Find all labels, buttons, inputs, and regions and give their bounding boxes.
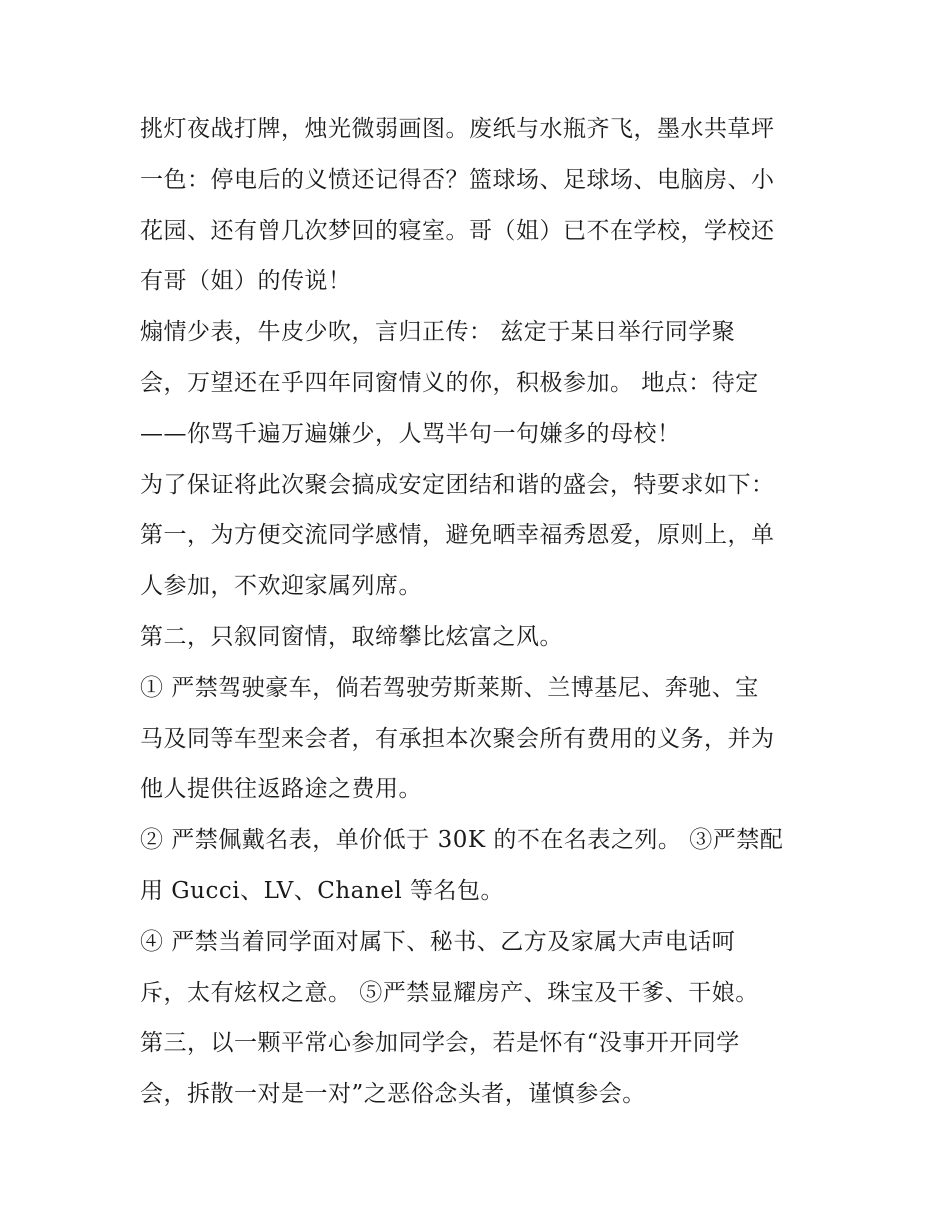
text-line: 马及同等车型来会者，有承担本次聚会所有费用的义务，并为 [140,725,775,752]
text-line: 煽情少表，牛皮少吹，言归正传： 兹定于某日举行同学聚 [140,319,736,346]
text-line: ④ 严禁当着同学面对属下、秘书、乙方及家属大声电话呵 [140,928,736,955]
text-line: ② 严禁佩戴名表，单价低于 30K 的不在名表之列。 ③严禁配 [140,827,784,854]
text-line: ① 严禁驾驶豪车，倘若驾驶劳斯莱斯、兰博基尼、奔驰、宝 [140,674,759,701]
text-line: 花园、还有曾几次梦回的寝室。哥（姐）已不在学校，学校还 [140,217,775,244]
body-text [140,104,830,1120]
text-line: 有哥（姐）的传说！ [140,268,352,295]
text-line: 会，拆散一对是一对”之恶俗念头者，谨慎参会。 [140,1081,646,1108]
text-line: 斥，太有炫权之意。 ⑤严禁显耀房产、珠宝及干爹、干娘。 [140,979,759,1006]
text-line: 人参加，不欢迎家属列席。 [140,573,422,600]
text-line: 挑灯夜战打牌，烛光微弱画图。废纸与水瓶齐飞，墨水共草坪 [140,116,775,142]
text-line: ——你骂千遍万遍嫌少，人骂半句一句嫌多的母校！ [140,420,681,447]
text-line: 他人提供往返路途之费用。 [140,776,422,803]
text-line: 第三，以一颗平常心参加同学会，若是怀有“没事开开同学 [140,1030,740,1057]
text-line: 第一，为方便交流同学感情，避免晒幸福秀恩爱，原则上，单 [140,522,775,549]
text-line: 一色：停电后的义愤还记得否？篮球场、足球场、电脑房、小 [140,166,775,193]
text-line: 为了保证将此次聚会搞成安定团结和谐的盛会，特要求如下： [140,471,775,498]
text-line: 用 Gucci、LV、Chanel 等名包。 [140,877,504,904]
text-line: 第二，只叙同窗情，取缔攀比炫富之风。 [140,623,563,650]
text-line: 会，万望还在乎四年同窗情义的你，积极参加。 地点：待定 [140,369,759,396]
